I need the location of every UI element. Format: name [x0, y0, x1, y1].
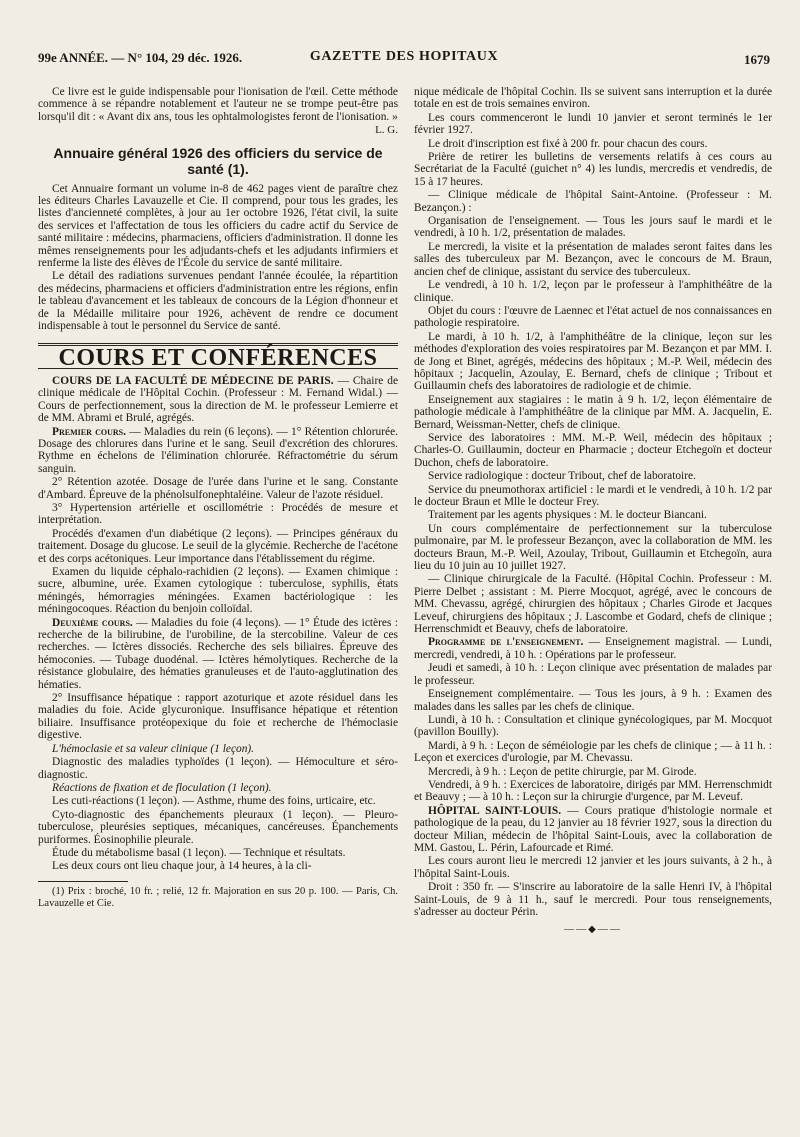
hemoclasie: L'hémoclasie et sa valeur clinique (1 leçon). [52, 742, 255, 755]
right-p23: Mercredi, à 9 h. : Leçon de petite chirurgie, par M. Girode. [428, 765, 697, 778]
hypertension: 3° Hypertension artérielle et oscillométrie : Procédés de mesure et interprétation. [38, 501, 398, 527]
premier-cours-label: Premier cours. [52, 425, 126, 438]
right-p13: Service radiologique : docteur Tribout, chef de laboratoire. [428, 470, 696, 483]
faculte-heading: COURS DE LA FACULTÉ DE MÉDECINE DE PARIS. [52, 374, 334, 387]
retention-azotee: 2° Rétention azotée. Dosage de l'urée dans l'urine et le sang. Constante d'Ambard. Épreuve de la phénolsulfonephtaléine. Valeur de l'azote résiduel. [38, 476, 398, 501]
premier-cours-text: — Maladies du rein (6 leçons). — 1° Rétention chlorurée. Dosage des chlorures dans l'urine et le sang. Seuil d'excrétion des chlorures. Rythme en échelons de l'élimination chlorurée. Réfractométrie du sérum sanguin. [38, 425, 398, 475]
right-p24: Vendredi, à 9 h. : Exercices de laboratoire, dirigés par MM. Herrenschmidt et Beauvy ; — à 10 h. : Leçon sur la chirurgie d'urgence, par M. Leveuf. [414, 778, 772, 804]
page-header [38, 44, 770, 74]
programme-label: Programme de l'enseignement. [428, 636, 584, 649]
cyto-diagnostic: Cyto-diagnostic des épanchements pleuraux (1 leçon). — Pleuro-tuberculose, pleurésies septiques, mécaniques, cancéreuses. Épanchements puriformes. Éosinophilie pleurale. [38, 808, 398, 846]
clinique-saint-antoine: — Clinique médicale de l'hôpital Saint-Antoine. (Professeur : M. Bezançon.) : [414, 189, 772, 214]
right-p3: Le droit d'inscription est fixé à 200 fr. pour chacun des cours. [428, 137, 708, 150]
organisation-enseignement: Organisation de l'enseignement. — Tous les jours sauf le mardi et le vendredi, à 10 h. 1/2, présentation de malades. [414, 215, 772, 240]
programme-text: — Enseignement magistral. — Lundi, mercredi, vendredi, à 10 h. : Opérations par le professeur. [414, 636, 772, 661]
section-title: COURS ET CONFÉRENCES [58, 344, 378, 371]
right-p20: Enseignement complémentaire. — Tous les jours, à 9 h. : Examen des malades dans les salles par les chefs de clinique. [414, 688, 772, 713]
journal-title: GAZETTE DES HOPITAUX [309, 49, 499, 64]
right-p10: Le mardi, à 10 h. 1/2, à l'amphithéâtre de la clinique, leçon sur les méthodes d'exploration des voies respiratoires par M. Bezançon et par MM. I. de Jong et Binet, agrégés, médecins des hôpitaux ; M.-P. Weil, médecin des hôpitaux ; Jacquelin, Azoulay, E. Bernard, chefs de clinique ; Tribout et Guillaumin chefs des laboratoires de radiologie et de chimie. [414, 330, 772, 393]
diagnostic-typhoides: Diagnostic des maladies typhoïdes (1 leçon). — Hémoculture et séro-diagnostic. [38, 756, 398, 781]
annuaire-title: Annuaire général 1926 des officiers du service de santé (1). [53, 144, 383, 177]
right-p1: nique médicale de l'hôpital Cochin. Ils se suivent sans interruption et la durée totale en est de trois semaines environ. [414, 86, 772, 111]
footnote: (1) Prix : broché, 10 fr. ; relié, 12 fr. Majoration en sus 20 p. 100. — Paris, Ch. Lavauzelle et Cie. [38, 885, 398, 909]
intro-paragraph: Ce livre est le guide indispensable pour l'ionisation de l'œil. Cette méthode commence à se répandre notablement et l'auteur ne se trompe peut-être pas lorsqu'il dit : « Avant dix ans, tous les ophtalmologistes feront de l'ionisation. » [38, 86, 398, 123]
right-p16: Un cours complémentaire de perfectionnement sur la tuberculose pulmonaire, par M. le professeur Bezançon, avec la collaboration de MM. les docteurs Braun, M.-P. Weil, Azoulay, Tribout, Guillaumin et Etchegoïn, aura lieu du 10 juin au 10 juillet 1927. [414, 522, 772, 573]
footnote-rule [38, 881, 128, 882]
right-p11: Enseignement aux stagiaires : le matin à 9 h. 1/2, leçon élémentaire de pathologie médicale à l'amphithéâtre de la clinique par MM. A. Jacquelin, E. Bernard, Weissman-Netter, chefs de clinique. [414, 393, 772, 431]
right-p12: Service des laboratoires : MM. M.-P. Weil, médecin des hôpitaux ; Charles-O. Guillaumin, docteur en Pharmacie ; docteur Etchegoïn et docteur Duchon, chefs de laboratoire. [414, 431, 772, 469]
right-p15: Traitement par les agents physiques : M. le docteur Biancani. [428, 509, 707, 522]
right-p19: Jeudi et samedi, à 10 h. : Leçon clinique avec présentation de malades par le professeur. [414, 662, 772, 687]
right-column [414, 86, 772, 937]
end-ornament: ——◆—— [564, 924, 622, 936]
cuti-reactions: Les cuti-réactions (1 leçon). — Asthme, rhume des foins, urticaire, etc. [52, 795, 376, 808]
chaire-text: — Chaire de clinique médicale de l'Hôpital Cochin. (Professeur : M. Fernand Widal.) — Cours de perfectionnement, sous la direction de M. le professeur Lemierre et de MM. Abrami et Brulé, agrégés. [38, 374, 398, 425]
right-p8: Le vendredi, à 10 h. 1/2, leçon par le professeur à l'amphithéâtre de la clinique. [414, 279, 772, 304]
right-p22: Mardi, à 9 h. : Leçon de séméiologie par les chefs de clinique ; — à 11 h. : Leçon et exercices d'urologie, par M. Chevassu. [414, 739, 772, 765]
right-p26: Les cours auront lieu le mercredi 12 janvier et les jours suivants, à 2 h., à l'hôpital Saint-Louis. [414, 855, 772, 880]
right-p2: Les cours commenceront le lundi 10 janvier et seront terminés le 1er février 1927. [414, 111, 772, 137]
right-p27: Droit : 350 fr. — S'inscrire au laboratoire de la salle Henri IV, à l'hôpital Saint-Louis, de 9 à 11 h., sauf le mercredi. Pour tous renseignements, s'adresser au docteur Périn. [414, 881, 772, 918]
deuxieme-cours-text: — Maladies du foie (4 leçons). — 1° Étude des ictères : recherche de la bilirubine, de l'urobiline, de la stercobiline. Valeur de ces recherches. — Ictères dissociés. Recherche des sels biliaires. Épreuve des hémoconies. — Tubage duodénal. — Ictères hémolytiques. Recherche de la résistance globulaire, des hématies granuleuses et de l'auto-agglutination des hématies. [38, 616, 399, 691]
reactions-fixation: Réactions de fixation et de floculation (1 leçon). [52, 781, 272, 794]
right-p9: Objet du cours : l'œuvre de Laennec et l'état actuel de nos connaissances en pathologie respiratoire. [414, 304, 772, 330]
saint-louis-label: HÔPITAL SAINT-LOUIS. [428, 804, 562, 817]
annuaire-paragraph-1: Cet Annuaire formant un volume in-8 de 462 pages vient de paraître chez les éditeurs Charles Lavauzelle et Cie. Il comprend, pour tous les grades, les listes d'ancienneté complètes, à jour au 1er octobre 1926, l'état civil, la suite des services et l'affectation de tous les officiers du cadre actif du Service de santé militaire : médecins, pharmaciens, officiers d'administration. Il donne les mêmes renseignements pour les adjudants-chefs et les adjudants infirmiers et renferme la liste des élèves de l'École du service de santé militaire. [38, 182, 398, 270]
issue-info: 99e ANNÉE. — N° 104, 29 déc. 1926. [38, 50, 243, 65]
right-p14: Service du pneumothorax artificiel : le mardi et le vendredi, à 10 h. 1/2 par le docteur Braun et Mlle le docteur Frey. [414, 483, 772, 508]
annuaire-paragraph-2: Le détail des radiations survenues pendant l'année écoulée, la répartition des médecins, pharmaciens et officiers d'administration entre les régions, enfin le tableau d'avancement et les tableaux de concours de la Légion d'honneur et de la Médaille militaire pour 1926, achèvent de rendre ce document indispensable à tout le personnel du Service de santé. [38, 270, 398, 333]
examen-liquide: Examen du liquide céphalo-rachidien (2 leçons). — Examen chimique : sucre, albumine, urée. Examen cytologique : tuberculose, syphilis, états méningés, hémorragies méningées. Examen bactériologique : les méningocoques. Réaction du benjoin colloïdal. [38, 566, 398, 616]
page-number: 1679 [744, 52, 770, 67]
procedes-diabetique: Procédés d'examen d'un diabétique (2 leçons). — Principes généraux du traitement. Dosage du glucose. Le seuil de la glycémie. Recherche de l'acétone et des corps acétoniques. Leur importance dans l'établissement du régime. [38, 527, 398, 565]
left-column [38, 86, 398, 911]
right-p7: Le mercredi, la visite et la présentation de malades seront faites dans les salles des tuberculeux par M. Bezançon, avec le concours de M. Braun, ancien chef de clinique, assistant du service des tuberculeux. [414, 240, 772, 278]
insuffisance-hepatique: 2° Insuffisance hépatique : rapport azoturique et azote résiduel dans les maladies du foie. Acide glycuronique. Insuffisance hépatique et rétention biliaire. Insuffisance protéopexique du foie et recherche de l'hémoclasie digestive. [38, 692, 398, 742]
les-deux-cours: Les deux cours ont lieu chaque jour, à 14 heures, à la cli- [52, 860, 312, 873]
saint-louis-text: — Cours pratique d'histologie normale et pathologique de la peau, du 12 janvier au 18 février 1927, sous la direction du docteur Milian, médecin de l'hôpital Saint-Louis, avec la collaboration de MM. Gastou, L. Périn, Lafourcade et Rimé. [414, 804, 772, 854]
metabolisme-basal: Étude du métabolisme basal (1 leçon). — Technique et résultats. [52, 846, 346, 859]
right-p4: Prière de retirer les bulletins de versements relatifs à ces cours au Secrétariat de la Faculté (guichet n° 4) les lundis, mercredis et vendredis, de 15 à 17 heures. [414, 151, 772, 188]
clinique-chirurgicale: — Clinique chirurgicale de la Faculté. (Hôpital Cochin. Professeur : M. Pierre Delbet ; assistant : M. Pierre Mocquot, agrégé, avec le concours de MM. Chevassu, agrégé, chirurgien des hôpitaux ; Charles Girode et Jacques Leveuf, chirurgiens des hôpitaux ; J. Lascombe et Godard, chefs de clinique ; Herrenschmidt et Beauvy, chefs de laboratoire. [414, 573, 772, 636]
deuxieme-cours-label: Deuxième cours. [52, 616, 133, 629]
right-p21: Lundi, à 10 h. : Consultation et clinique gynécologiques, par M. Mocquot (pavillon Bouilly). [414, 713, 772, 739]
intro-signature: L. G. [375, 124, 398, 137]
